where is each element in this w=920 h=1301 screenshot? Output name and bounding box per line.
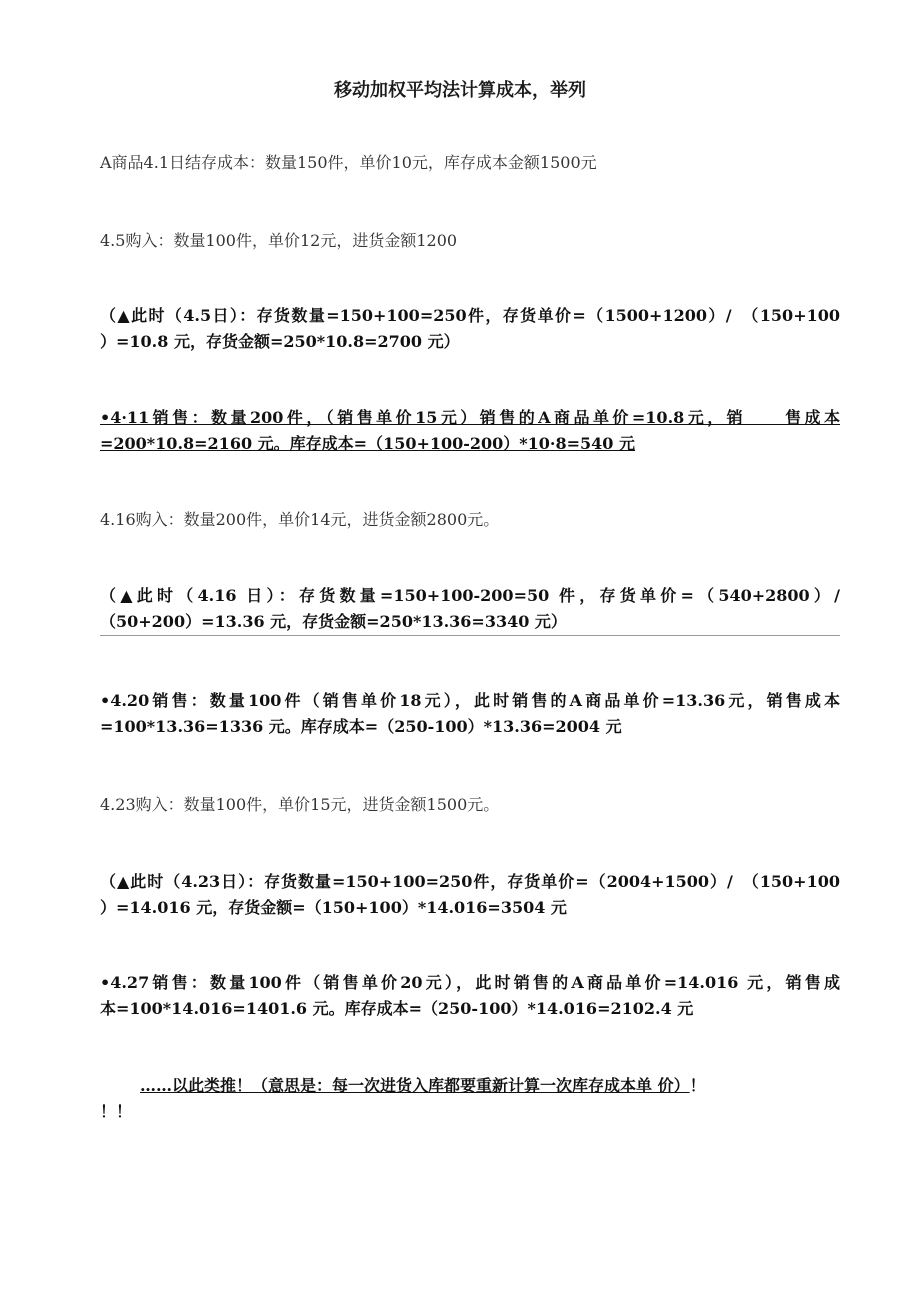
sale-0427-line-2: 本=100*14.016=1401.6 元。库存成本=（250-100）*14.016=2102.4 元	[100, 999, 694, 1018]
sale-0411-paragraph	[100, 405, 840, 457]
sale-0427-line-1: •4.27销售：数量100件（销售单价20元），此时销售的A商品单价=14.016 元，销售成	[100, 973, 840, 992]
inventory-status-0423	[100, 869, 840, 921]
opening-balance-paragraph: A商品4.1日结存成本：数量150件，单价10元，库存成本金额1500元	[100, 153, 597, 172]
sale-0411-line-2: =200*10.8=2160 元。库存成本=（150+100-200）*10·8=540 元	[100, 434, 636, 453]
sale-0411-line-1: •4·11销售：数量200件，（销售单价15元）销售的A商品单价=10.8元，销 售成本	[100, 408, 840, 427]
purchase-0416-paragraph: 4.16购入：数量200件，单价14元，进货金额2800元。	[100, 510, 500, 529]
purchase-0405-paragraph: 4.5购入：数量100件，单价12元，进货金额1200	[100, 231, 458, 250]
conclusion-paragraph	[100, 1073, 840, 1125]
purchase-0423-paragraph: 4.23购入：数量100件，单价15元，进货金额1500元。	[100, 795, 500, 814]
sale-0420-line-2: =100*13.36=1336 元。库存成本=（250-100）*13.36=2004 元	[100, 717, 622, 736]
status-0416-line-2: （50+200）=13.36 元，存货金额=250*13.36=3340 元）	[100, 612, 567, 631]
sale-0420-line-1: •4.20销售：数量100件（销售单价18元），此时销售的A商品单价=13.36元，销售成本	[100, 691, 840, 710]
inventory-status-0416	[100, 583, 840, 635]
document-title: 移动加权平均法计算成本，举列	[334, 80, 586, 101]
horizontal-rule	[100, 635, 840, 636]
sale-0427-paragraph	[100, 970, 840, 1022]
status-0405-line-1: （▲此时（4.5日）：存货数量=150+100=250件，存货单价=（1500+1200）/ （150+100	[100, 306, 840, 325]
conclusion-line-2: ！！	[100, 1102, 133, 1121]
sale-0420-paragraph	[100, 688, 840, 740]
status-0416-line-1: （▲此时（4.16 日）：存货数量=150+100-200=50 件，存货单价=（540+2800）/	[100, 586, 840, 605]
conclusion-line-1-tail: ！	[689, 1076, 706, 1095]
status-0405-line-2: ）=10.8 元，存货金额=250*10.8=2700 元）	[100, 332, 460, 351]
status-0423-line-2: ）=14.016 元，存货金额=（150+100）*14.016=3504 元	[100, 898, 567, 917]
inventory-status-0405	[100, 303, 840, 355]
conclusion-line-1: ……以此类推！（意思是：每一次进货入库都要重新计算一次库存成本单 价）	[140, 1076, 690, 1095]
status-0423-line-1: （▲此时（4.23日）：存货数量=150+100=250件，存货单价=（2004+1500）/ （150+100	[100, 872, 840, 891]
